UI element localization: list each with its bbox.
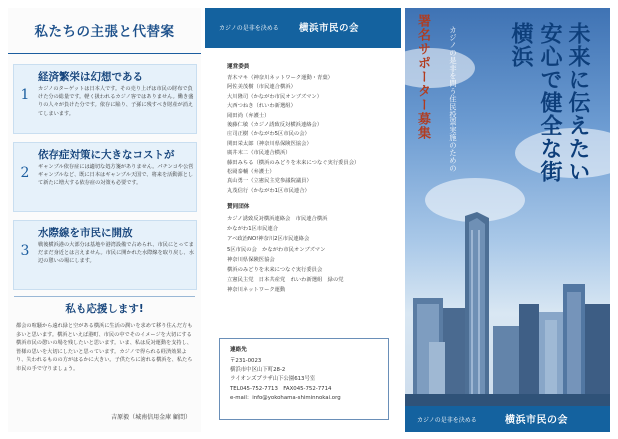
argument-title: 水際線を市民に開放 xyxy=(38,227,133,239)
orgs-list xyxy=(227,214,344,296)
cover-headline-2: 安心で健全な街 xyxy=(537,22,563,183)
contact-lines xyxy=(230,357,341,403)
argument-number: 2 xyxy=(20,165,30,181)
argument-title: 依存症対策に大きなコストが xyxy=(38,149,175,161)
cover-panel xyxy=(405,8,610,432)
left-header xyxy=(8,8,201,54)
argument-card-3 xyxy=(13,220,197,290)
list-item: かながわ1区市民連合 xyxy=(227,226,279,233)
header-subtitle: カジノの是非を決める xyxy=(219,25,279,32)
list-item: 藤田みちる（横浜のみどりを未来につなぐ実行委員会） xyxy=(227,159,360,166)
header-title: 横浜市民の会 xyxy=(299,23,360,34)
list-item: 岡田尚（弁護士） xyxy=(227,112,270,119)
list-item: 廣井末二（市民連合横浜） xyxy=(227,150,291,157)
email-link[interactable]: e-mail：info@yokohama-shiminnokai.org xyxy=(230,394,341,401)
list-item: 大西つねき（れいわ新選組） xyxy=(227,103,296,110)
list-item: 横浜のみどりを未来につなぐ実行委員会 xyxy=(227,266,323,273)
list-item: 立憲民主党 日本共産党 れいわ新選組 緑の党 xyxy=(227,277,344,284)
orgs-heading: 賛同団体 xyxy=(227,204,250,210)
support-body: 都会の喧騒から遠れ緑と空がある横浜に生活の潤いを求めて移り住んだ方も多いと思います。横浜といえば港町、市民の中でそのイメージを大切にする横浜市民の憩いの場を残したいと思います。いま、私は反対運動を支持し、皆様の思いを大切にしたいと思っています。カジノで得られる経済効果より、失われるものの方がはるかに大きい。子供たちに誇れる横浜を、私たち市民の手で守りましょう。 xyxy=(16,323,193,372)
argument-body: ギャンブル依存症には適切な処方箋がありません。パチンコや公営ギャンブルなど、既に日本はギャンブル天国で、将来を活動源として新たに増大する依存症の対策も必要です。 xyxy=(38,164,194,187)
support-signature: 吉原毅（城南信用金庫 顧問） xyxy=(111,414,191,421)
argument-body: 戦後横浜港の大部分は基地や港湾設備で占められ、市民にとってまだまだ身近とは言えません。市民に開かれた水際線を取り戻し、水辺の憩いの場にします。 xyxy=(38,242,194,265)
list-item: 松岡泰輔（弁護士） xyxy=(227,168,275,175)
left-panel xyxy=(8,8,201,432)
address-line: 横浜市中区山下町28-2 xyxy=(230,367,286,374)
list-item: 関田栄太郎（神奈川県保険医協会） xyxy=(227,140,312,147)
cover-headline-3: 横浜 xyxy=(508,22,534,68)
phone-fax: TEL045-752-7713 FAX045-752-7714 xyxy=(230,385,332,392)
argument-body: カジノのターゲットは日本人です。その売り上げは市民の財布で負けた分の総量です。軽く扱われるカジノ客ではありません。働き盛りの人々が負けた分です。依存に陥り、子孫に残すべき財産が消えてしまいます。 xyxy=(38,86,194,117)
address-building: ライオンズプラザ山下公園613号室 xyxy=(230,376,316,383)
list-item: 大川隆司（かながわ市民オンブズマン） xyxy=(227,93,323,100)
officers-heading: 運営委員 xyxy=(227,64,250,70)
cover-footer xyxy=(405,406,610,432)
argument-card-2 xyxy=(13,142,197,212)
argument-title: 経済繁栄は幻想である xyxy=(38,71,143,83)
list-item: 5区市民の会 かながわ市民オンブズマン xyxy=(227,246,326,253)
list-item: 丸茂信行（かながわ1区市民連合） xyxy=(227,187,310,194)
footer-title: 横浜市民の会 xyxy=(505,415,568,426)
contact-box xyxy=(219,338,389,420)
cover-headline-1: 未来に伝えたい xyxy=(565,22,591,183)
argument-number: 3 xyxy=(20,243,30,259)
divider xyxy=(14,296,195,297)
list-item: 後藤仁敏（カジノ誘致反対横浜連絡会） xyxy=(227,121,323,128)
footer-subtitle: カジノの是非を決める xyxy=(417,417,477,424)
list-item: 神奈川ネットワーク運動 xyxy=(227,287,286,294)
middle-panel xyxy=(205,8,401,432)
argument-number: 1 xyxy=(20,87,30,103)
officers-list xyxy=(227,74,359,196)
argument-card-1 xyxy=(13,64,197,134)
list-item: アベ政治NO!神奈川2区市民連絡会 xyxy=(227,236,310,243)
cover-subtitle: カジノの是非を問う住民投票実施のための xyxy=(449,26,458,173)
support-title: 私も応援します! xyxy=(65,303,144,315)
banner-text: 署名サポーター募集 xyxy=(415,14,430,140)
contact-label: 連絡先 xyxy=(230,347,247,353)
list-item: 神奈川県保険医協会 xyxy=(227,256,275,263)
list-item: 青木マキ（神奈川ネットワーク運動・青葉） xyxy=(227,75,333,81)
list-item: 阿佐美茂樹（市民連合横浜） xyxy=(227,84,296,91)
middle-header xyxy=(205,8,401,48)
postal-code: 〒231-0023 xyxy=(230,358,262,364)
list-item: 真山勇一（立憲民主党参議院議員） xyxy=(227,178,312,185)
list-item: カジノ誘致反対横浜連絡会 市民連合横浜 xyxy=(227,216,328,222)
left-title: 私たちの主張と代替案 xyxy=(34,24,175,40)
list-item: 庄司正樹（かながわ5区市民の会） xyxy=(227,131,310,138)
